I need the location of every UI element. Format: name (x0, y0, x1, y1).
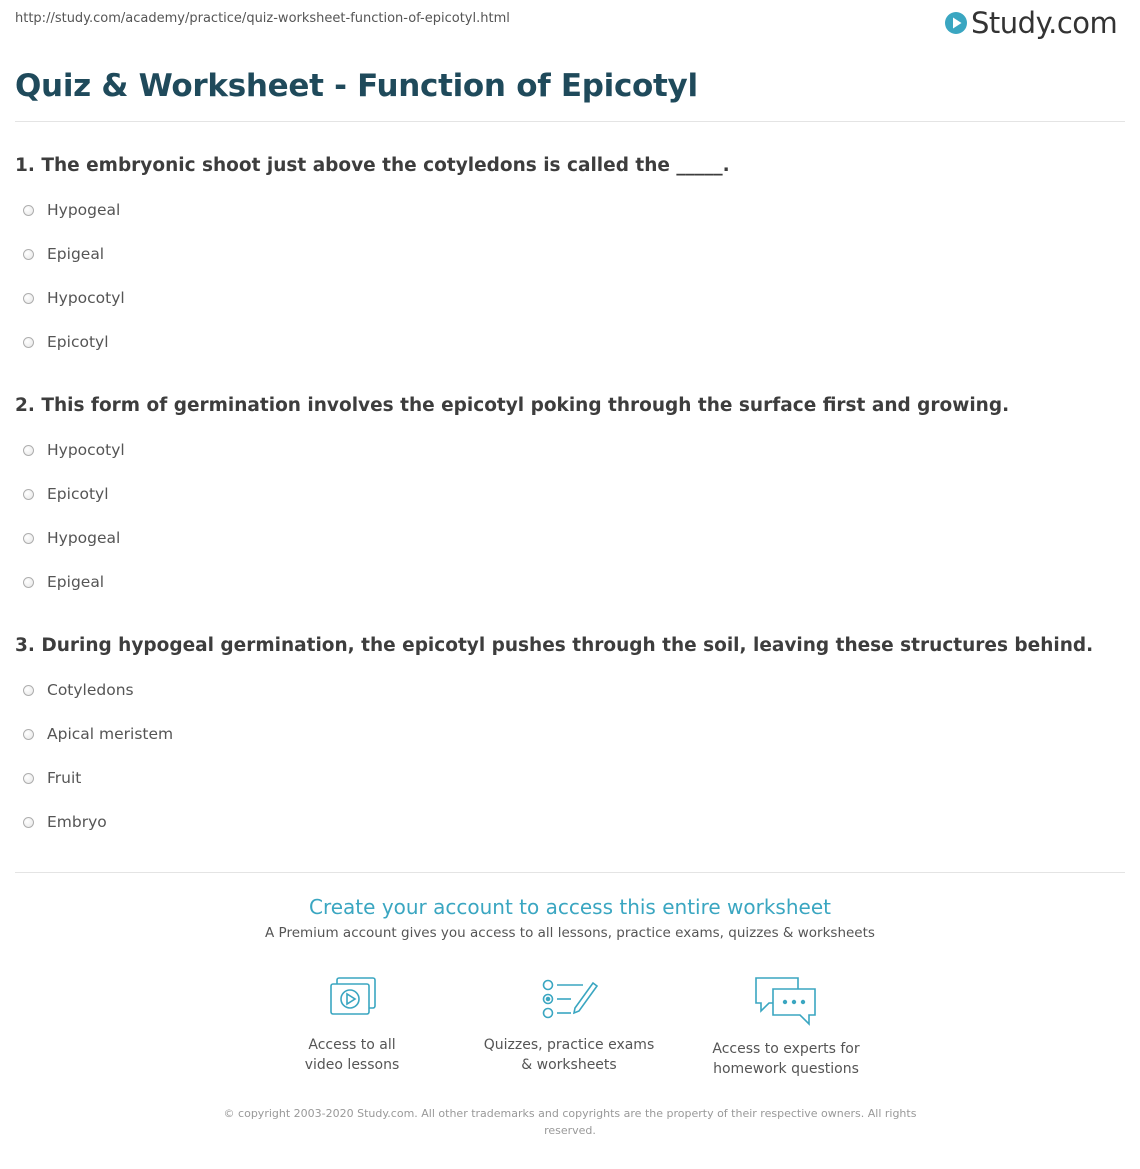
quiz-checklist-icon (539, 975, 599, 1023)
feature-label: Quizzes, practice exams & worksheets (483, 1037, 655, 1073)
option-label: Hypogeal (47, 529, 121, 547)
play-circle-icon (944, 11, 968, 35)
option-label: Epigeal (47, 245, 105, 263)
chat-bubbles-icon (753, 975, 819, 1027)
create-account-link[interactable]: Create your account to access this entire worksheet (309, 895, 831, 919)
option-label: Epicotyl (47, 485, 109, 503)
option-label: Epicotyl (47, 333, 109, 351)
option-label: Apical meristem (47, 725, 174, 743)
option-label: Hypogeal (47, 201, 121, 219)
option-label: Hypocotyl (47, 441, 125, 459)
radio-button[interactable] (23, 729, 34, 740)
radio-button[interactable] (23, 533, 34, 544)
radio-button[interactable] (23, 205, 34, 216)
question-2-option-2[interactable] (23, 484, 109, 504)
option-label: Fruit (47, 769, 82, 787)
question-1-option-1[interactable] (23, 200, 120, 220)
feature-label: Access to all video lessons (304, 1037, 400, 1073)
question-1-option-3[interactable] (23, 288, 125, 308)
logo-text: Study.com (971, 6, 1118, 40)
feature-quizzes (469, 975, 669, 1075)
question-2-text: 2. This form of germination involves the epicotyl poking through the surface first and growing. (15, 395, 1010, 416)
feature-video-lessons (252, 975, 452, 1075)
option-label: Cotyledons (47, 681, 134, 699)
radio-button[interactable] (23, 773, 34, 784)
radio-button[interactable] (23, 817, 34, 828)
question-1-option-2[interactable] (23, 244, 104, 264)
radio-button[interactable] (23, 249, 34, 260)
question-2-option-3[interactable] (23, 528, 120, 548)
radio-button[interactable] (23, 293, 34, 304)
video-lessons-icon (324, 975, 380, 1023)
feature-label: Access to experts for homework questions (712, 1041, 860, 1077)
question-2-option-1[interactable] (23, 440, 125, 460)
questions-divider (15, 872, 1125, 873)
option-label: Hypocotyl (47, 289, 125, 307)
option-label: Embryo (47, 813, 107, 831)
option-label: Epigeal (47, 573, 105, 591)
question-2-option-4[interactable] (23, 572, 104, 592)
radio-button[interactable] (23, 489, 34, 500)
radio-button[interactable] (23, 577, 34, 588)
question-1-text: 1. The embryonic shoot just above the cotyledons is called the _____. (15, 155, 730, 176)
title-divider (15, 121, 1125, 122)
radio-button[interactable] (23, 445, 34, 456)
question-3-option-1[interactable] (23, 680, 134, 700)
question-3-option-2[interactable] (23, 724, 173, 744)
question-3-text: 3. During hypogeal germination, the epicotyl pushes through the soil, leaving these structures behind. (15, 635, 1094, 656)
radio-button[interactable] (23, 685, 34, 696)
premium-description: A Premium account gives you access to all lessons, practice exams, quizzes & worksheets (265, 925, 875, 941)
copyright-text: © copyright 2003-2020 Study.com. All other trademarks and copyrights are the property of their respective owners. All rights reserved. (223, 1107, 917, 1137)
page-title: Quiz & Worksheet - Function of Epicotyl (15, 68, 698, 104)
page-url: http://study.com/academy/practice/quiz-worksheet-function-of-epicotyl.html (15, 11, 510, 26)
study-logo[interactable] (944, 6, 1117, 40)
radio-button[interactable] (23, 337, 34, 348)
question-3-option-3[interactable] (23, 768, 81, 788)
question-3-option-4[interactable] (23, 812, 107, 832)
feature-experts (686, 975, 886, 1079)
question-1-option-4[interactable] (23, 332, 109, 352)
